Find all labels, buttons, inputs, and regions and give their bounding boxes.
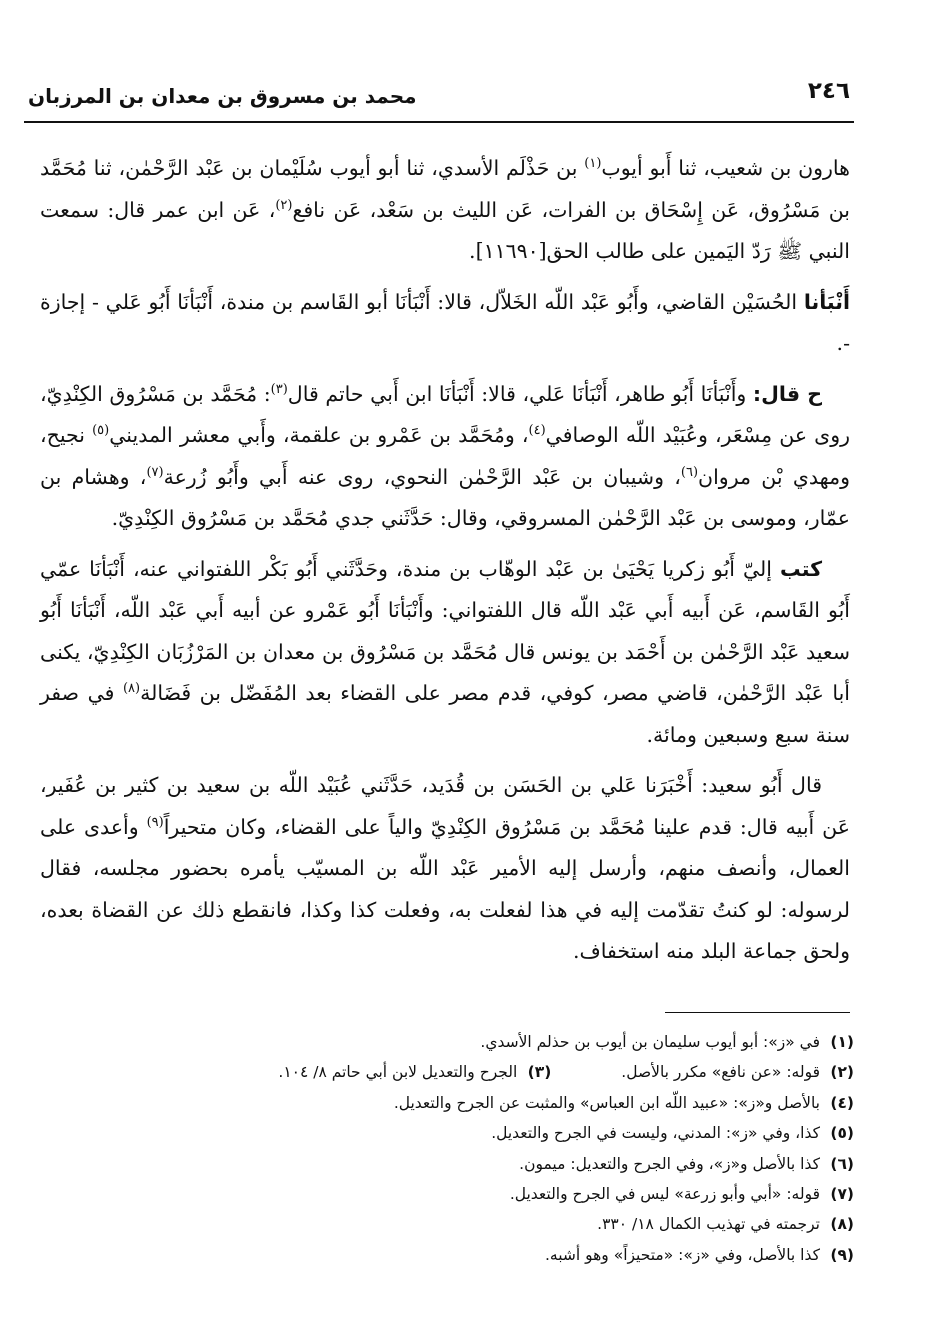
text-run: ، عَن ابن عمر قال: سمعت النبي ﷺ رَدّ اليَمين على طالب الحق[١١٦٩٠]. (40, 197, 850, 263)
page-header (28, 78, 850, 118)
footnote-number: (٩) (830, 1245, 854, 1264)
text-run: هارون بن شعيب، ثنا أَبو أيوب (601, 156, 850, 180)
text-run: إليّ أَبُو زكريا يَحْيَىٰ بن عَبْد الوهّاب بن مندة، وحَدَّثَني أَبُو بَكْر اللفتواني عنه، أَنْبَأنَا عمّي أَبُو القَاسم، عَن أَبيه أَبي عَبْد اللّه قال اللفتواني: وأَنْبَأنَا أَبُو عَمْرو عن أبيه أَبي عَبْد اللّه، أَنْبَأنَا أَبُو سعيد عَبْد الرَّحْمٰن بن أَحْمَد بن يونس قال مُحَمَّد بن مَسْرُوق بن معدان بن المَرْزُبَان الكِنْدِيّ، يكنى أبا عَبْد الرَّحْمٰن، قاضي مصر، كوفي، قدم مصر على القضاء بعد المُفَضّل بن فَضَالة (40, 556, 850, 705)
footnote-number: (٤) (830, 1093, 854, 1112)
footnote-item (491, 1118, 854, 1148)
footnote-item (480, 1027, 854, 1057)
footnote-item (519, 1149, 854, 1179)
text-run: نجيح، ومهدي بْن مروان (40, 423, 850, 489)
footnote-ref[interactable]: (٣) (270, 381, 288, 397)
footnote-number: (٨) (830, 1215, 854, 1234)
footnote-row (40, 1027, 854, 1057)
footnote-text: كذا، وفي «ز»: المدني، وليست في الجرح والتعديل. (491, 1124, 820, 1143)
footnotes (40, 1027, 854, 1270)
footnote-number: (٥) (830, 1124, 854, 1143)
footnote-ref[interactable]: (١) (584, 156, 602, 172)
paragraph-4 (40, 549, 850, 757)
paragraph-2 (40, 282, 850, 365)
footnote-ref[interactable]: (٩) (146, 814, 164, 830)
running-title: محمد بن مسروق بن معدان بن المرزبان (28, 84, 417, 108)
text-run: ، ومُحَمَّد بن عَمْرو بن علقمة، وأَبي معشر المديني (109, 423, 529, 447)
footnote-ref[interactable]: (٨) (122, 681, 141, 697)
text-run: : مُحَمَّد بن مَسْرُوق الكِنْدِيّ، روى عن مِسْعَر، وعُبَيْد اللّه الوصافي (40, 381, 850, 447)
paragraph-5 (40, 765, 850, 973)
footnote-number: (٦) (830, 1154, 854, 1173)
paragraph-lead: ح قال: (752, 381, 822, 406)
text-run: في صفر سنة سبع وسبعين ومائة. (40, 681, 850, 747)
main-text (40, 148, 850, 982)
footnote-row (40, 1118, 854, 1148)
footnote-row (40, 1179, 854, 1209)
footnote-number: (٣) (527, 1063, 552, 1082)
page-number: ٢٤٦ (807, 78, 850, 104)
footnote-text: قوله: «أبي وأبو زرعة» ليس في الجرح والتعديل. (509, 1185, 820, 1204)
footnote-row (40, 1057, 854, 1087)
footnote-ref[interactable]: (٥) (92, 423, 110, 439)
footnote-row (40, 1088, 854, 1118)
footnote-number: (١) (830, 1033, 854, 1051)
text-run: ، وشيبان بن عَبْد الرَّحْمٰن النحوي، روى عنه أَبي وأَبُو زُرعة (163, 464, 681, 489)
paragraph-1 (40, 148, 850, 273)
footnote-item (510, 1179, 854, 1209)
footnote-text: كذا بالأصل و«ز»، وفي الجرح والتعديل: ميمون. (519, 1154, 820, 1173)
text-run: ، وهشام بن عمّار، وموسى بن عَبْد الرَّحْمٰن المسروقي، وقال: حَدَّثَني جدي مُحَمَّد بن مَسْرُوق الكِنْدِيّ. (40, 464, 850, 530)
header-divider (24, 121, 854, 123)
footnote-item (278, 1057, 551, 1087)
footnote-ref[interactable]: (٦) (680, 464, 699, 480)
footnote-divider (665, 1012, 850, 1013)
text-run: وأعدى على العمال، وأنصف منهم، وأرسل إليه الأمير عَبْد اللّه بن المسيّب يأمره بحضور مجلسه، فقال لرسوله: لو كنتُ تقدّمت إليه في هذا لفعلت به، وفعلت كذا وكذا، فانقطع ذلك عن القضاة بعده، ولحق جماعة البلد منه استخفاف. (40, 814, 850, 963)
paragraph-lead: أَنْبَأنا (803, 289, 850, 314)
footnote-text: في «ز»: أبو أيوب سليمان بن أيوب بن حذلم الأسدي. (480, 1033, 820, 1051)
footnote-ref[interactable]: (٧) (146, 464, 164, 480)
footnote-text: ترجمته في تهذيب الكمال ١٨/ ٣٣٠. (597, 1215, 820, 1234)
footnote-text: بالأصل و«ز»: «عبيد اللّه ابن العباس» والمثبت عن الجرح والتعديل. (393, 1093, 820, 1112)
footnote-item (545, 1240, 854, 1270)
footnote-number: (٢) (830, 1063, 854, 1082)
footnote-text: الجرح والتعديل لابن أبي حاتم ٨/ ١٠٤. (278, 1063, 518, 1082)
paragraph-3 (40, 374, 850, 540)
footnote-number: (٧) (830, 1185, 854, 1204)
footnote-item (394, 1088, 854, 1118)
footnote-text: قوله: «عن نافع» مكرر بالأصل. (621, 1063, 820, 1082)
paragraph-lead: كتب (780, 556, 822, 581)
footnote-ref[interactable]: (٤) (528, 423, 546, 439)
footnote-row (40, 1149, 854, 1179)
text-run: الحُسَيْن القاضي، وأَبُو عَبْد اللّه الخَلاّل، قالا: أَنْبَأنَا أبو القَاسم بن مندة، أَنْبَأنَا أَبُو عَلي - إجازة -. (40, 289, 850, 355)
footnote-ref[interactable]: (٢) (275, 197, 293, 213)
footnote-row (40, 1240, 854, 1270)
footnote-text: كذا بالأصل، وفي «ز»: «متحيزاً» وهو أشبه. (544, 1245, 820, 1264)
text-run: وأَنْبَأنَا أَبُو طاهر، أَنْبَأنَا عَلي، قالا: أَنْبَأنَا ابن أَبي حاتم قال (287, 381, 753, 406)
footnote-item (597, 1209, 854, 1239)
text-run: قال أَبُو سعيد: أَخْبَرَنا عَلي بن الحَسَن بن قُدَيد، حَدَّثَني عُبَيْد اللّه بن سعيد بن كثير بن عُفَير، عَن أَبيه قال: قدم علينا مُحَمَّد بن مَسْرُوق الكِنْدِيّ والياً على القضاء، وكان متحيراً (40, 773, 850, 839)
footnote-row (40, 1209, 854, 1239)
footnote-item (621, 1057, 854, 1087)
text-run: بن حَذْلَم الأسدي، ثنا أبو أيوب سُلَيْمان بن عَبْد الرَّحْمٰن، ثنا مُحَمَّد بن مَسْرُوق، عَن إِسْحَاق بن الفرات، عَن الليث بن سَعْد، عَن نافع (40, 156, 850, 222)
